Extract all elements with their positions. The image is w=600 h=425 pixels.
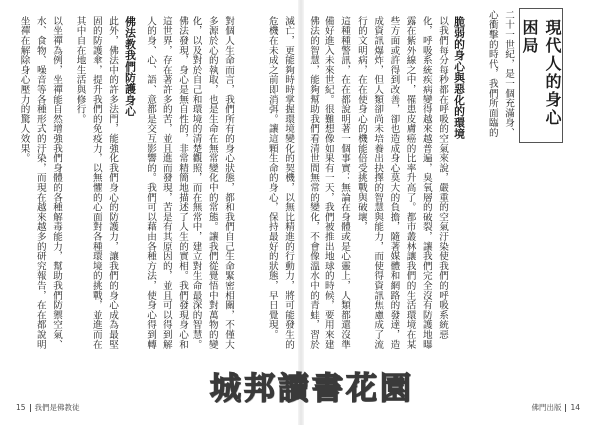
watermark: 城邦讀書花園 <box>210 371 414 407</box>
body-paragraph: 此外，佛法中的許多法門，能強化我們身心的防護力，讓我們的身心成為最堅固的防護傘，提升我們的免疫力，以無懼的心面對各種環境的挑戰，並進而在其中自在地生活與修行。 <box>74 16 118 350</box>
intro-paragraph: 二十一世紀，是一個充滿身、心衝擊的時代，我們所面臨的 <box>486 10 514 138</box>
chapter-title: 現代人的身心困局 <box>520 19 562 127</box>
right-running-title: 佛門出版 <box>531 403 562 412</box>
body-paragraph: 以我們每分每秒都在呼吸的空氣來說，嚴重的空氣汙染使我們的呼吸系統惡化，呼吸系統疾病變得越來越普遍，臭氧層的破裂，讓我們完全沒有防護地曝露在紫外線之中，罹患皮膚癌的比率升高了。都市叢林讓我們的生活環境在某些方面或許得到改善，卻也造成身心莫大的負擔，隨著媒體和網路的發達，造成資訊爆炸，但人類卻尚未培養出抉擇的智慧與能力，而使得資訊焦慮成了流行的文明病，在在使身心的機能倍受挑戰與破壞， <box>355 16 448 350</box>
left-page-number: 15 <box>16 403 26 412</box>
body-paragraph: 滅亡，更能夠時時掌握環境變化的契機，以無比精進的行動力，將可能發生的危機在未成之前即消弭。讓這顆生命的身心，保持最好的狀態，早日覺現。 <box>266 16 294 350</box>
book-gutter <box>298 0 304 425</box>
body-paragraph: 對個人生命而言，我們所有的身心狀態，都和我們自己生命緊密相關，不僅大多源於心的執取，也是生命在無常變化中的常態。讓我們從覺悟中對萬物的變化，以及對於自己和環境的清楚觀照，而在無常中，建立對生命最深的智慧。 <box>190 16 234 350</box>
section-heading-protection: 佛法教我們防護身心 <box>124 16 137 117</box>
body-paragraph: 佛法發現，身心是無自性的，非常精簡地描述了人生的實相。我們發現身心和這世界，存在著許多的苦，並且進而發現，苦是有其原因的，並且可以得到解 <box>160 16 188 350</box>
body-paragraph: 這種種警訊，在在都說明著一個事實：無論在身體或是心靈上，人類都還沒準備好進入未來世紀。很難想像如果有一天，我們被推出地球的時候，要用來建 <box>322 16 350 350</box>
body-paragraph: 人的身、心、語、意都是交互影響的。我們可以藉由各種方法，使身心得到轉 <box>145 16 156 350</box>
body-paragraph: 以坐禪為例，坐禪能自然增強我們身體的各種解毒能力，幫助我們防禦空氣、水、食物、噪音等各種形式的汙染，而現在越來越多的研究報告，在在都說明坐禪在解除身心壓力的驚人效果。 <box>18 16 62 350</box>
left-running-title: 我們是佛教徒 <box>34 403 80 412</box>
section-heading-environment: 脆弱的身心與惡化的環境 <box>453 16 466 140</box>
right-footer <box>531 402 580 413</box>
left-footer <box>16 402 80 413</box>
body-paragraph: 佛法的智慧，能夠幫助我們看清世間無常的變化，不會像溫水中的青蛙，習於 <box>308 16 319 350</box>
chapter-title-box <box>519 8 563 143</box>
right-page-number: 14 <box>570 403 580 412</box>
